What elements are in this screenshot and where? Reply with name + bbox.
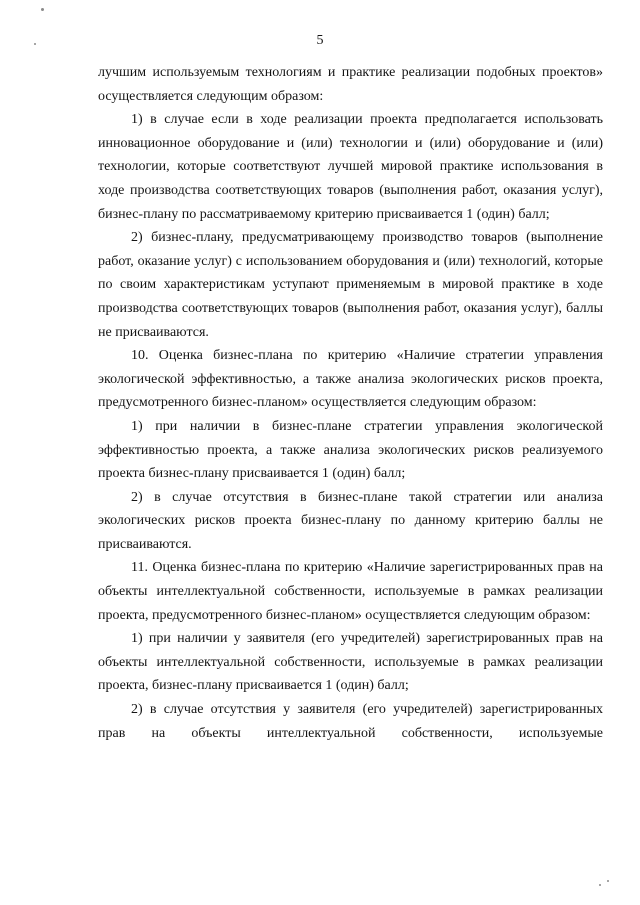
scan-speck [599,884,601,886]
paragraph-6: 2) в случае отсутствия в бизнес-плане такой стратегии или анализа экологических рисков проекта бизнес-плану по данному критерию баллы не присваиваются. [98,489,603,552]
scan-speck [34,43,36,45]
paragraph-3: 2) бизнес-плану, предусматривающему производство товаров (выполнение работ, оказание услуг) с использованием оборудования и (или) технологий, которые по своим характеристикам уступают применяемым в мировой практике в ходе производства соответствующих товаров (выполнения работ, оказания услуг), баллы не присваиваются. [98,230,603,340]
document-body [98,61,603,745]
paragraph-5: 1) при наличии в бизнес-плане стратегии управления экологической эффективностью проекта, а также анализа экологических рисков реализуемого проекта бизнес-плану присваивается 1 (один) балл; [98,418,603,482]
paragraph-9: 2) в случае отсутствия у заявителя (его учредителей) зарегистрированных прав на объекты интеллектуальной собственности, используемые [98,702,603,741]
paragraph-7: 11. Оценка бизнес-плана по критерию «Наличие зарегистрированных прав на объекты интеллектуальной собственности, используемые в рамках реализации проекта, предусмотренного бизнес-планом» осуществляется следующим образом: [98,560,603,623]
scan-speck [607,880,609,882]
paragraph-2: 1) в случае если в ходе реализации проекта предполагается использовать инновационное оборудование и (или) технологии и (или) оборудование и (или) технологии, которые соответствуют лучшей мировой практике использования в ходе производства соответствующих товаров (выполнения работ, оказания услуг), бизнес-плану по рассматриваемому критерию присваивается 1 (один) балл; [98,112,603,222]
paragraph-4: 10. Оценка бизнес-плана по критерию «Наличие стратегии управления экологической эффективностью, а также анализа экологических рисков проекта, предусмотренного бизнес-планом» осуществляется следующим образом: [98,348,603,411]
scan-speck [41,8,44,11]
page-number: 5 [316,33,324,48]
paragraph-1: лучшим используемым технологиям и практике реализации подобных проектов» осуществляется следующим образом: [98,65,603,104]
paragraph-8: 1) при наличии у заявителя (его учредителей) зарегистрированных прав на объекты интеллектуальной собственности, используемые в рамках реализации проекта, бизнес-плану присваивается 1 (один) балл; [98,631,603,694]
